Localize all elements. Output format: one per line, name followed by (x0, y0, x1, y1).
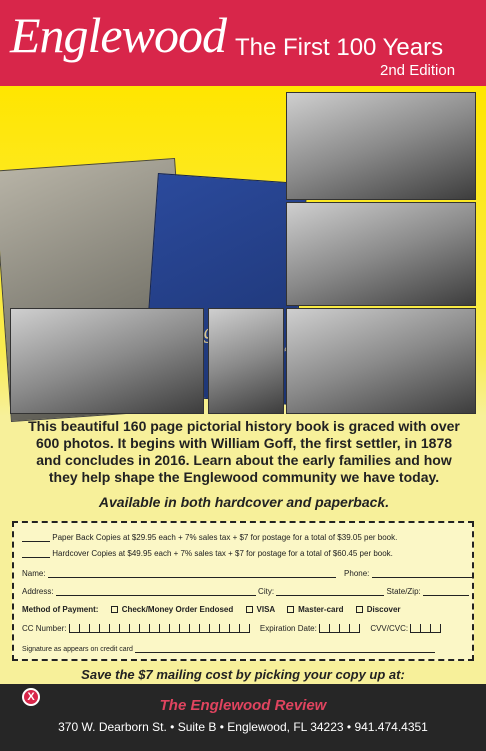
check-option-label: Check/Money Order Endosed (121, 605, 234, 614)
address-field[interactable] (56, 587, 256, 596)
check-checkbox[interactable] (111, 606, 118, 613)
englewood-logo: Englewood (10, 7, 226, 63)
availability-note: Available in both hardcover and paperback. (98, 494, 390, 510)
phone-field[interactable] (372, 569, 472, 578)
close-icon: X (22, 688, 40, 706)
fishermen-photo (286, 308, 476, 414)
cvv-field[interactable] (410, 624, 441, 633)
header-banner (0, 0, 486, 86)
photo-collage (0, 86, 486, 416)
card-row (22, 624, 441, 633)
signature-row (22, 644, 435, 653)
horse-carriage-photo (286, 202, 476, 306)
cars-street-photo (10, 308, 204, 414)
footer-banner (0, 684, 486, 751)
state-label: State/Zip: (386, 587, 421, 596)
signature-field[interactable] (135, 644, 435, 653)
payment-label: Method of Payment: (22, 605, 99, 614)
name-label: Name: (22, 569, 46, 578)
city-field[interactable] (276, 587, 384, 596)
cvv-label: CVV/CVC: (370, 624, 409, 633)
name-row (22, 569, 472, 578)
hardcover-label: Hardcover Copies at $49.95 each + 7% sales tax + $7 for postage for a total of $60.45 per book. (52, 549, 393, 558)
address-label: Address: (22, 587, 54, 596)
name-field[interactable] (48, 569, 336, 578)
expiration-field[interactable] (319, 624, 360, 633)
signature-label: Signature as appears on credit card (22, 646, 133, 653)
paperback-qty-field[interactable] (22, 533, 50, 542)
book-description: This beautiful 160 page pictorial history book is graced with over 600 photos. It begins with William Goff, the first settler, in 1878 and concludes in 2016. Learn about the early families and how they help shape the Englewood community we have today. (28, 418, 460, 485)
phone-label: Phone: (344, 569, 370, 578)
cc-number-field[interactable] (69, 624, 250, 633)
paperback-row (22, 533, 397, 542)
pickup-note: Save the $7 mailing cost by picking your copy up at: (81, 667, 405, 682)
city-label: City: (258, 587, 275, 596)
visa-checkbox[interactable] (246, 606, 253, 613)
visa-option-label: VISA (256, 605, 275, 614)
edition-label: 2nd Edition (380, 62, 456, 79)
discover-option-label: Discover (366, 605, 401, 614)
order-form (12, 521, 474, 661)
address-row (22, 587, 469, 596)
cc-number-label: CC Number: (22, 624, 67, 633)
publisher-address: 370 W. Dearborn St. • Suite B • Englewood, FL 34223 • 941.474.4351 (58, 720, 428, 734)
hardcover-qty-field[interactable] (22, 549, 50, 558)
two-boys-photo (208, 308, 284, 414)
state-zip-field[interactable] (423, 587, 469, 596)
page-title: The First 100 Years (235, 34, 444, 61)
hardcover-row (22, 549, 393, 558)
mastercard-option-label: Master-card (298, 605, 344, 614)
mastercard-checkbox[interactable] (287, 606, 294, 613)
publisher-name: The Englewood Review (159, 697, 327, 714)
discover-checkbox[interactable] (356, 606, 363, 613)
paperback-label: Paper Back Copies at $29.95 each + 7% sales tax + $7 for postage for a total of $39.05 per book. (52, 533, 398, 542)
factory-photo (286, 92, 476, 200)
expiration-label: Expiration Date: (259, 624, 317, 633)
payment-row (22, 605, 401, 614)
